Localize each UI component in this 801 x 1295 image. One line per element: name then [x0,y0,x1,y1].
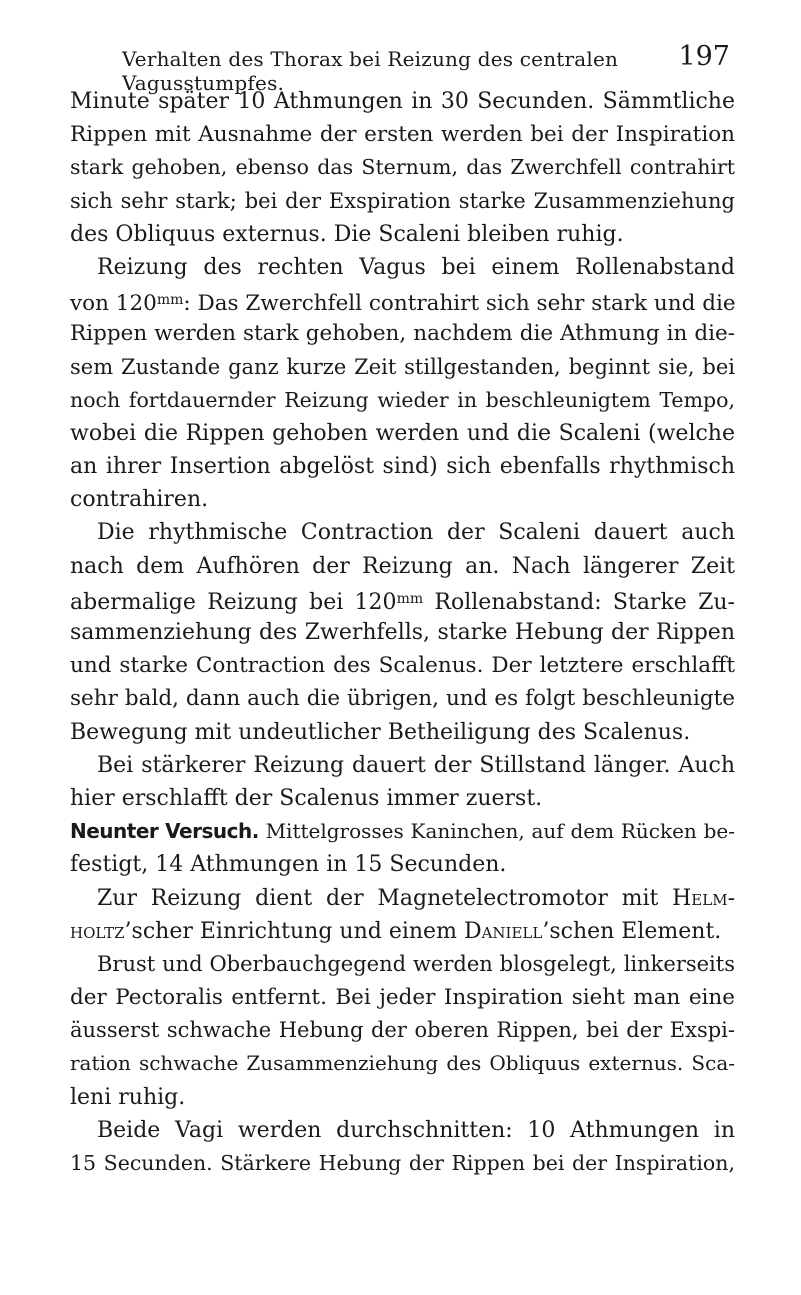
unit-mm: mm [396,590,424,607]
unit-mm: mm [156,292,184,309]
text-line: Rippen mit Ausnahme der ersten werden bei der Inspiration [70,122,735,148]
page-header [122,41,730,95]
text-line: nach dem Aufhören der Reizung an. Nach längerer Zeit [70,553,735,579]
body-text [70,85,735,1180]
text-run: von 120 [70,291,157,317]
text-run: Zur Reizung dient der Magnetelectromotor mit [97,885,673,911]
text-line: Minute später 10 Athmungen in 30 Secunden. Sämmtliche [70,89,735,114]
text-run: ’scher Einrichtung und einem [124,918,464,944]
text-line: und starke Contraction des Scalenus. Der letztere erschlafft [70,653,735,679]
text-line: festigt, 14 Athmungen in 15 Secunden. [70,852,507,878]
text-line: des Obliquus externus. Die Scaleni bleiben ruhig. [70,221,624,247]
author-name: holtz [70,918,125,944]
text-line: sich sehr stark; bei der Exspiration starke Zusammenziehung [70,188,735,213]
text-run: abermalige Reizung bei 120 [70,589,397,615]
text-line: Bei stärkerer Reizung dauert der Stillstand länger. Auch [97,752,735,778]
text-line: sem Zustande ganz kurze Zeit stillgestanden, beginnt sie, bei [70,354,735,379]
text-line: hier erschlafft der Scalenus immer zuerst. [70,785,543,811]
text-line: ration schwache Zusammenziehung des Obliquus externus. Sca- [70,1051,735,1076]
text-line: contrahiren. [70,487,209,513]
experiment-heading: Neunter Versuch. [70,819,259,844]
text-run: Rollenabstand: Starke Zu- [423,589,735,615]
text-run: ’schen Element. [542,918,722,944]
text-line: Beide Vagi werden durchschnitten: 10 Athmungen in [97,1117,735,1143]
author-name: Daniell [463,918,543,944]
text-line: sehr bald, dann auch die übrigen, und es folgt beschleunigte [70,686,735,712]
text-run: : Das Zwerchfell contrahirt sich sehr stark und die [183,291,736,317]
text-line: sammenziehung des Zwerhfells, starke Hebung der Rippen [70,620,735,645]
text-line [70,915,735,948]
text-line [70,882,735,915]
text-line [70,815,735,848]
text-line [70,583,735,616]
author-name: Helm- [672,885,735,911]
text-line: äusserst schwache Hebung der oberen Rippen, bei der Exspi- [70,1018,735,1043]
text-line: Reizung des rechten Vagus bei einem Rollenabstand [97,254,735,280]
text-line: der Pectoralis entfernt. Bei jeder Inspiration sieht man eine [70,985,735,1011]
running-title: Verhalten des Thorax bei Reizung des centralen Vagusstumpfes. [122,47,619,95]
text-line: Bewegung mit undeutlicher Betheiligung des Scalenus. [70,719,691,745]
text-line: Brust und Oberbauchgegend werden blosgelegt, linkerseits [97,951,735,976]
text-line [70,284,735,317]
text-line: leni ruhig. [70,1084,186,1110]
text-line: stark gehoben, ebenso das Sternum, das Zwerchfell contrahirt [70,155,735,180]
text-line: wobei die Rippen gehoben werden und die Scaleni (welche [70,420,735,446]
text-line: 15 Secunden. Stärkere Hebung der Rippen bei der Inspiration, [70,1151,735,1175]
text-line: Die rhythmische Contraction der Scaleni dauert auch [97,520,735,546]
text-line: noch fortdauernder Reizung wieder in beschleunigtem Tempo, [70,387,735,412]
text-line: Rippen werden stark gehoben, nachdem die Athmung in die- [70,321,735,347]
text-line: an ihrer Insertion abgelöst sind) sich ebenfalls rhythmisch [70,454,735,480]
page-number: 197 [678,41,730,72]
text-run: Mittelgrosses Kaninchen, auf dem Rücken be- [258,819,735,844]
